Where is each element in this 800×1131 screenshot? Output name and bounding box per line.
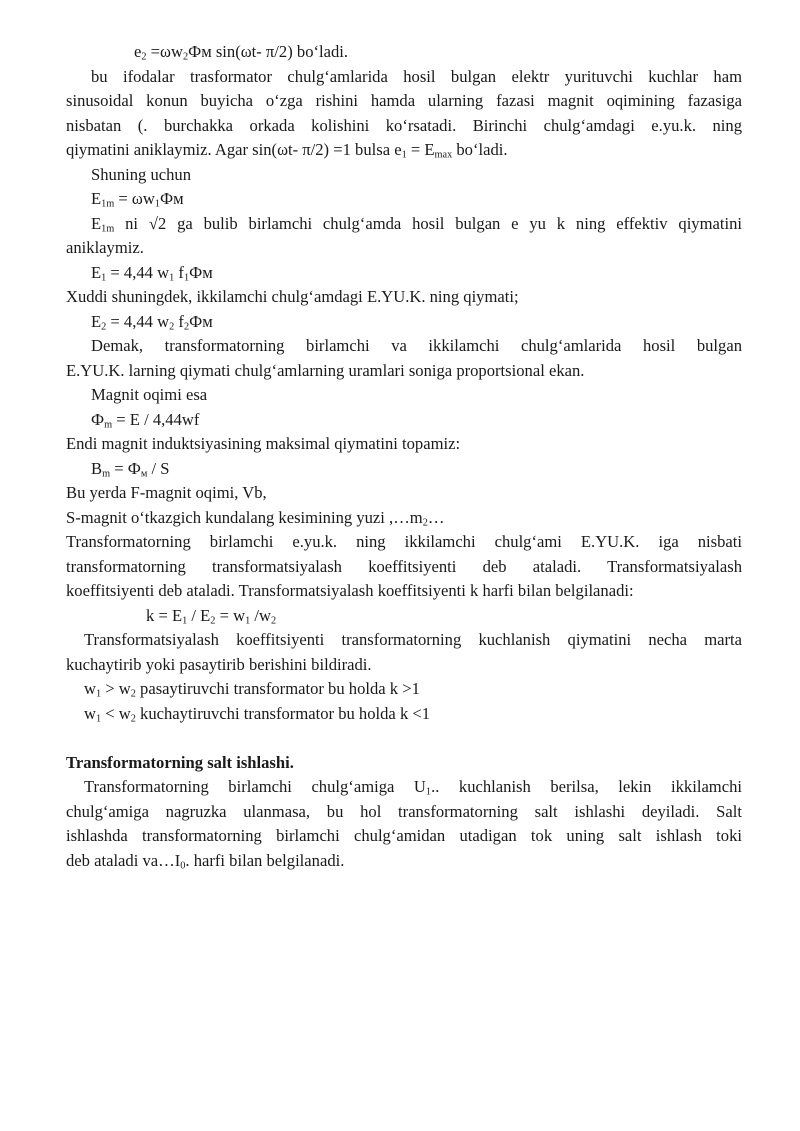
paragraph-line: Bu yerda F-magnit oqimi, Vb, (66, 483, 267, 502)
formula-flux: $Ф_m = E / 4,44wf$ (91, 409, 200, 431)
formula-e1: $E_1 = 4,44$ $w_1$ $f_1Фм$ (91, 262, 213, 284)
formula-k: $k = E_1 / E_2 = w_1$ $/w_2$ (146, 605, 277, 627)
paragraph-line: kuchaytirib yoki pasaytirib berishini bildiradi. (66, 654, 372, 674)
paragraph-line: Transformatorning birlamchi chulgʻamiga $U_1$.. kuchlanish berilsa, lekin ikkilamchi (84, 777, 742, 798)
paragraph-line: deb ataladi $va\dots I_0$. harfi bilan belgilanadi. (66, 850, 345, 872)
paragraph-line: Endi magnit induktsiyasining maksimal qiymatini topamiz: (66, 434, 461, 453)
paragraph-line: Demak, transformatorning birlamchi va ikkilamchi chulgʻamlarida hosil bulgan (91, 336, 742, 355)
formula-e1m: $E_{1m} = \omega w_1Фм$ (91, 189, 184, 210)
document-page (66, 40, 742, 873)
paragraph-line: transformatorning transformatsiyalash koeffitsiyenti deb ataladi. Transformatsiyalash (66, 556, 742, 576)
paragraph-line: qiymatini aniklaymiz. Agar sin(ωt- π/2) =1 bulsa $e_1 = E_{max}$ boʻladi. (66, 140, 508, 161)
paragraph-line: aniklaymiz. (66, 238, 144, 257)
paragraph-line: ishlashda transformatorning birlamchi chulgʻamidan utadigan tok uning salt ishlash toki (66, 826, 742, 845)
paragraph-line: Magnit oqimi esa (91, 385, 208, 404)
paragraph-line: Shuning uchun (91, 164, 192, 184)
paragraph-line: Transformatorning birlamchi e.yu.k. ning ikkilamchi chulgʻami E.YU.K. iga nisbati (66, 532, 742, 551)
paragraph-line: chulgʻamiga nagruzka ulanmasa, bu hol transformatorning salt ishlashi deyiladi. Salt (66, 801, 742, 821)
condition-step-down: $w_1 > w_2$ pasaytiruvchi transformator bu holda k >1 (84, 679, 420, 700)
paragraph-line: nisbatan (. burchakka orkada kolishini koʻrsatadi. Birinchi chulgʻamdagi e.yu.k. ning (66, 115, 742, 135)
paragraph-line: bu ifodalar trasformator chulgʻamlarida hosil bulgan elektr yurituvchi kuchlar ham (91, 66, 742, 86)
paragraph-line: koeffitsiyenti deb ataladi. Transformatsiyalash koeffitsiyenti k harfi bilan belgilanadi: (66, 581, 634, 600)
paragraph-line: $E_{1m}$ ni √2 ga bulib birlamchi chulgʻamda hosil bulgan e yu k ning effektiv qiymatini (91, 213, 742, 235)
paragraph-line: Xuddi shuningdek, ikkilamchi chulgʻamdagi E.YU.K. ning qiymati; (66, 287, 519, 306)
paragraph-line: Transformatsiyalash koeffitsiyenti transformatorning kuchlanish qiymatini necha marta (84, 630, 742, 649)
formula-e2: $e_2 =\omega w_2Фм$ sin(ωt- π/2) boʻladi. (134, 42, 349, 63)
formula-e2-effective: $E_2 = 4,44$ $w_2$ $f_2Фм$ (91, 311, 213, 333)
paragraph-line: sinusoidal konun buyicha oʻzga rishini hamda ularning fazasi magnit oqimining fazasiga (66, 91, 742, 110)
paragraph-line: E.YU.K. larning qiymati chulgʻamlarning uramlari soniga proportsional ekan. (66, 360, 585, 380)
formula-bm: $B_m = Ф_м / S$ (91, 458, 170, 480)
condition-step-up: $w_1 < w_2$ kuchaytiruvchi transformator bu holda k <1 (84, 703, 431, 725)
section-heading: Transformatorning salt ishlashi. (66, 752, 294, 772)
paragraph-line: S-magnit oʻtkazgich kundalang kesimining yuzi $,\dots m_2\dots$ (66, 507, 445, 529)
